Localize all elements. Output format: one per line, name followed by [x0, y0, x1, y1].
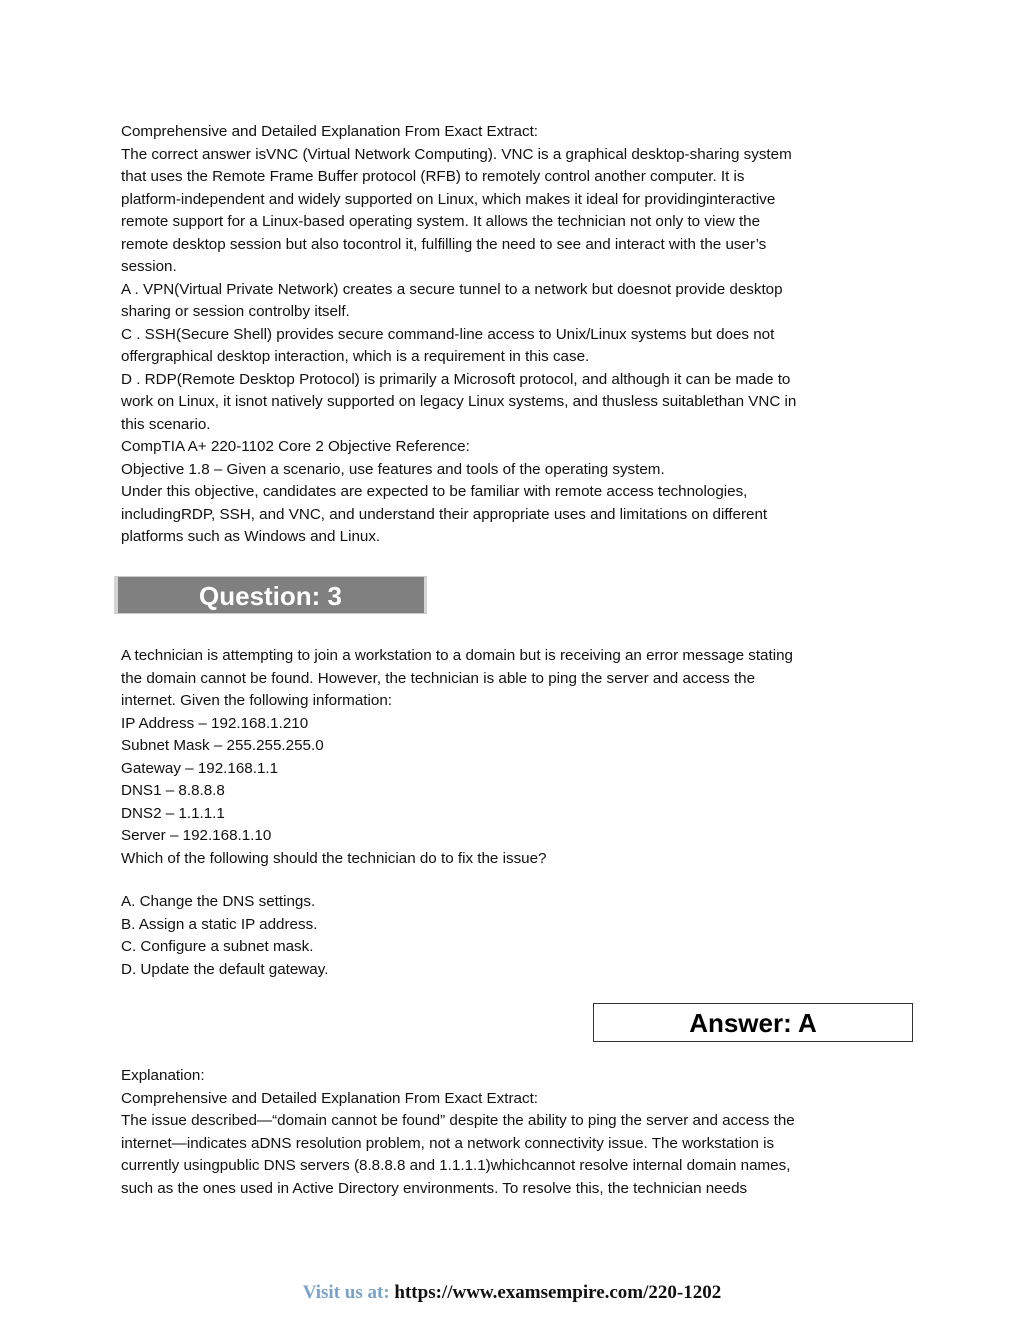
text-line: such as the ones used in Active Directory environments. To resolve this, the technician needs [121, 1179, 748, 1197]
option-b: B. Assign a static IP address. [121, 915, 318, 933]
text-line: Which of the following should the technician do to fix the issue? [121, 849, 547, 867]
text-line: CompTIA A+ 220-1102 Core 2 Objective Reference: [121, 438, 470, 455]
text-line: session. [121, 258, 177, 275]
footer-link[interactable]: https://www.examsempire.com/220-1202 [394, 1282, 722, 1303]
text-line: the domain cannot be found. However, the technician is able to ping the server and access the [121, 669, 756, 687]
question-heading-banner [114, 576, 427, 614]
text-line: Under this objective, candidates are expected to be familiar with remote access technologies, [121, 483, 748, 500]
answer-label: Answer: A [689, 1008, 817, 1038]
page-footer [0, 1282, 1024, 1304]
footer-label: Visit us at: [302, 1282, 390, 1303]
text-line: Server – 192.168.1.10 [121, 827, 272, 844]
text-line: The correct answer isVNC (Virtual Network Computing). VNC is a graphical desktop-sharing system [121, 145, 792, 163]
text-line: offergraphical desktop interaction, which is a requirement in this case. [121, 348, 590, 365]
text-line: Subnet Mask – 255.255.255.0 [121, 737, 324, 754]
text-line: includingRDP, SSH, and VNC, and understand their appropriate uses and limitations on different [121, 505, 768, 523]
text-line: internet. Given the following information: [121, 692, 392, 709]
text-line: that uses the Remote Frame Buffer protocol (RFB) to remotely control another computer. It is [121, 168, 745, 185]
text-line: remote support for a Linux-based operating system. It allows the technician not only to view the [121, 213, 761, 230]
text-line: DNS2 – 1.1.1.1 [121, 804, 225, 822]
text-line: Explanation: [121, 1067, 205, 1084]
text-line: Comprehensive and Detailed Explanation From Exact Extract: [121, 1089, 539, 1107]
option-a: A. Change the DNS settings. [121, 893, 316, 910]
option-c: C. Configure a subnet mask. [121, 938, 314, 955]
text-line: Comprehensive and Detailed Explanation From Exact Extract: [121, 123, 539, 140]
text-line: DNS1 – 8.8.8.8 [121, 782, 225, 799]
text-line: work on Linux, it isnot natively supported on legacy Linux systems, and thusless suitablethan VNC in [121, 393, 797, 410]
option-d: D. Update the default gateway. [121, 960, 329, 978]
answer-explanation [121, 1065, 891, 1200]
text-line: IP Address – 192.168.1.210 [121, 714, 309, 732]
answer-options [121, 891, 891, 981]
text-line: internet—indicates aDNS resolution problem, not a network connectivity issue. The workstation is [121, 1134, 775, 1152]
text-line: D . RDP(Remote Desktop Protocol) is primarily a Microsoft protocol, and although it can be made to [121, 370, 791, 388]
answer-box [593, 1003, 913, 1042]
text-line: A . VPN(Virtual Private Network) creates a secure tunnel to a network but doesnot provide desktop [121, 280, 783, 298]
text-line: remote desktop session but also tocontrol it, fulfilling the need to see and interact with the user’s [121, 235, 767, 253]
text-line: platform-independent and widely supported on Linux, which makes it ideal for providinginteractive [121, 190, 776, 208]
previous-answer-explanation [121, 121, 891, 549]
text-line: this scenario. [121, 415, 211, 433]
text-line: A technician is attempting to join a workstation to a domain but is receiving an error message stating [121, 647, 793, 664]
text-line: Gateway – 192.168.1.1 [121, 759, 279, 777]
text-line: C . SSH(Secure Shell) provides secure command-line access to Unix/Linux systems but does not [121, 325, 775, 343]
text-line: The issue described—“domain cannot be found” despite the ability to ping the server and access the [121, 1112, 795, 1129]
text-line: platforms such as Windows and Linux. [121, 528, 381, 545]
question-text [121, 645, 891, 870]
question-heading: Question: 3 [199, 581, 343, 611]
text-line: currently usingpublic DNS servers (8.8.8.8 and 1.1.1.1)whichcannot resolve internal domain names, [121, 1157, 791, 1174]
text-line: Objective 1.8 – Given a scenario, use features and tools of the operating system. [121, 460, 665, 478]
text-line: sharing or session controlby itself. [121, 303, 350, 320]
